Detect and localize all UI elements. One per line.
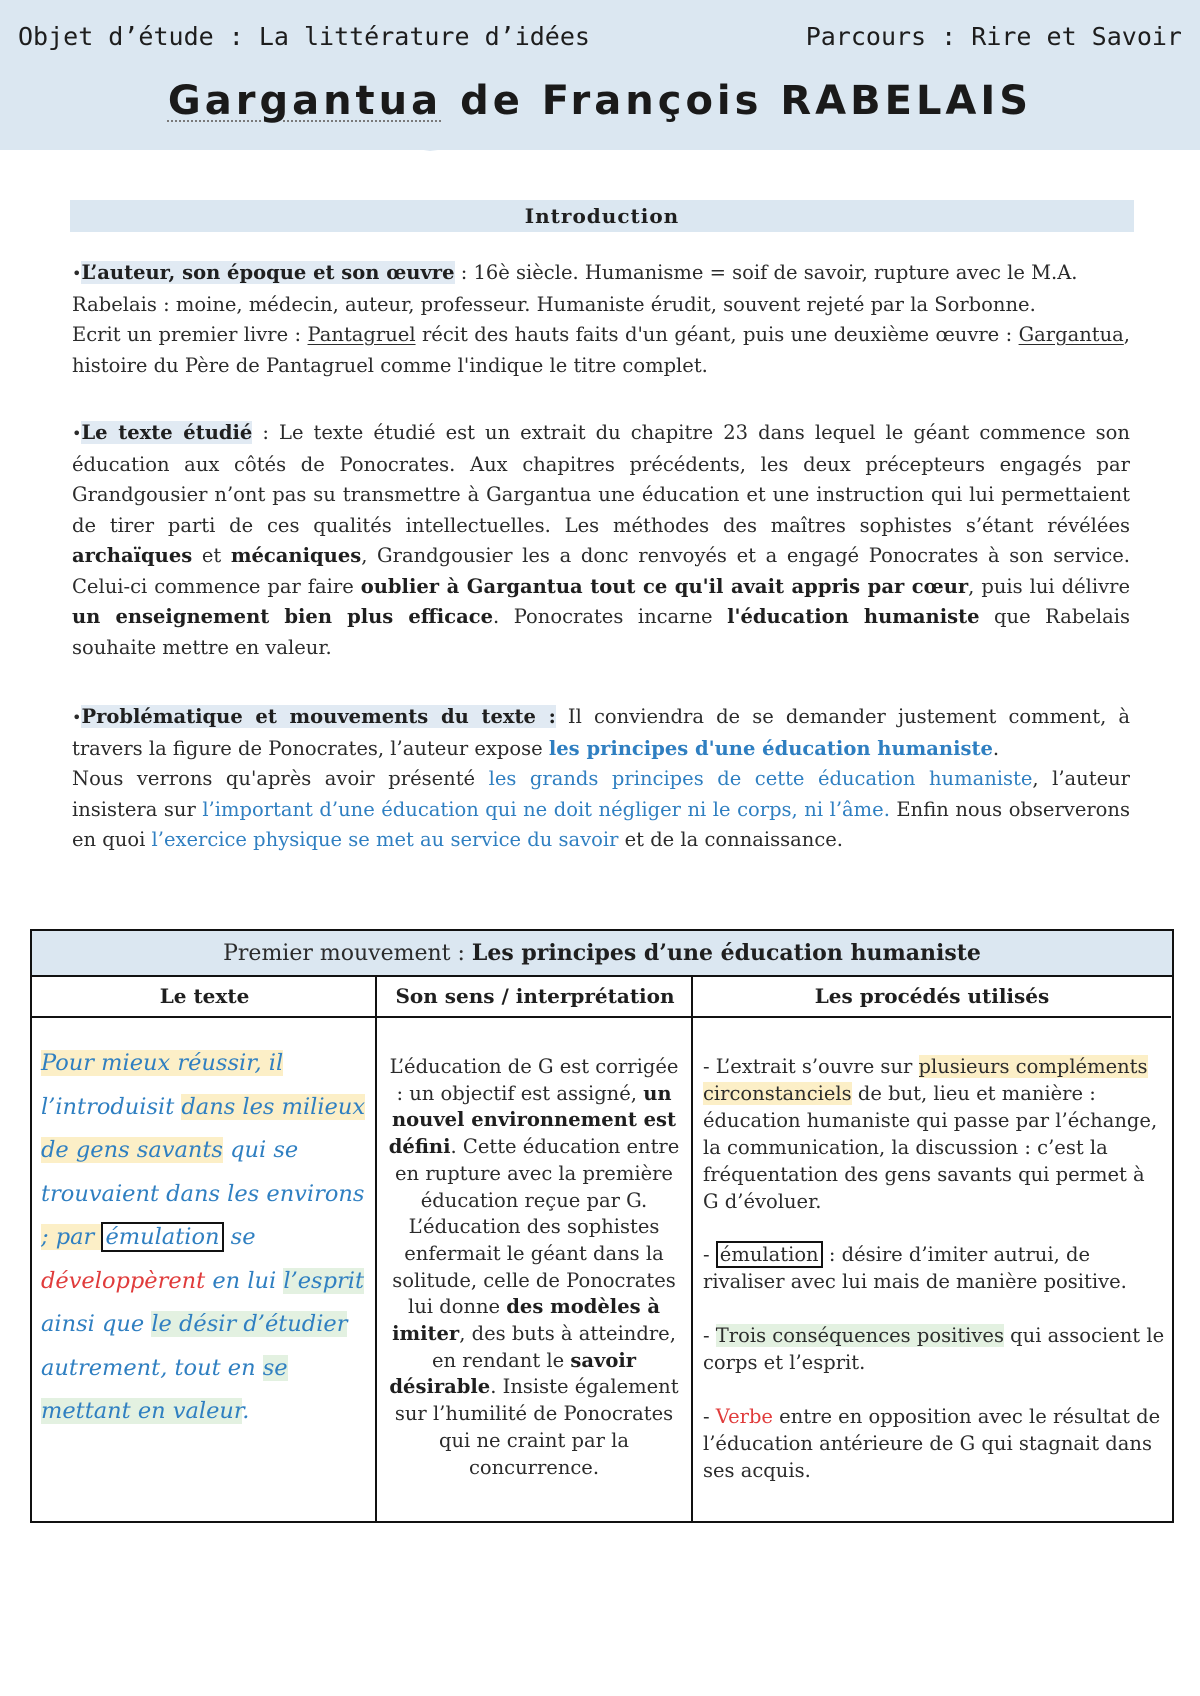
devices-cell xyxy=(693,1018,1173,1512)
page-title xyxy=(0,78,1200,124)
device-item: - Verbe entre en opposition avec le résultat de l’éducation antérieure de G qui stagnait dans ses acquis. xyxy=(703,1405,1161,1482)
boxed-word-emulation: émulation xyxy=(101,1222,223,1252)
study-path: Parcours : Rire et Savoir xyxy=(805,22,1182,51)
bullet: • xyxy=(72,264,82,283)
book-gargantua: Gargantua xyxy=(1018,323,1124,346)
banner-torn-edge xyxy=(0,126,1200,166)
author-line: •L’auteur, son époque et son œuvre : 16è siècle. Humanisme = soif de savoir, rupture avec le M.A. xyxy=(72,261,1078,284)
highlight-verb: développèrent xyxy=(41,1267,206,1294)
meaning-cell: L’éducation de G est corrigée : un objectif est assigné, un nouvel environnement est défini. Cette éducation entre en rupture avec la première éducation reçue par G. L’éducation des sophistes enfermait le géant dans la solitude, celle de Ponocrates lui donne des modèles à imiter, des buts à atteindre, en rendant le savoir désirable. Insiste également sur l’humilité de Ponocrates qui ne craint par la concurrence. xyxy=(388,1055,680,1479)
device-item: - émulation : désire d’imiter autrui, de rivaliser avec lui mais de manière positive. xyxy=(703,1243,1127,1294)
text-label: Le texte étudié xyxy=(81,421,253,444)
author-label: L’auteur, son époque et son œuvre xyxy=(81,261,455,284)
author-works: Ecrit un premier livre : Pantagruel récit des hauts faits d'un géant, puis une deuxième œuvre : Gargantua, histoire du Père de Pantagruel comme l'indique le titre complet. xyxy=(72,323,1130,377)
movement-2: l’important d’une éducation qui ne doit négliger ni le corps, ni l’âme. xyxy=(202,797,890,821)
author-bio: Rabelais : moine, médecin, auteur, professeur. Humaniste érudit, souvent rejeté par la Sorbonne. xyxy=(72,292,1036,316)
title-work: Gargantua xyxy=(167,78,443,124)
book-pantagruel: Pantagruel xyxy=(307,323,416,346)
column-header-devices: Les procédés utilisés xyxy=(693,977,1171,1018)
study-object: Objet d’étude : La littérature d’idées xyxy=(18,22,590,51)
quote-cell xyxy=(32,1018,375,1434)
intro-text-paragraph: •Le texte étudié : Le texte étudié est un extrait du chapitre 23 dans lequel le géant commence son éducation aux côtés de Ponocrates. Aux chapitres précédents, les deux précepteurs engagés par Grandgousier n’ont pas su transmettre à Gargantua une éducation et une instruction qui lui permettaient de tirer parti de ces qualités intellectuelles. Les méthodes des maîtres sophistes s’étant révélées archaïques et mécaniques, Grandgousier les a donc renvoyés et a engagé Ponocrates à son service. Celui-ci commence par faire oublier à Gargantua tout ce qu'il avait appris par cœur, puis lui délivre un enseignement bien plus efficace. Ponocrates incarne l'éducation humaniste que Rabelais souhaite mettre en valeur. xyxy=(72,421,1131,659)
movement-1: les grands principes de cette éducation humaniste xyxy=(488,767,1033,790)
column-header-meaning: Son sens / interprétation xyxy=(377,977,693,1018)
intro-author-paragraph xyxy=(72,258,1130,381)
analysis-table xyxy=(30,929,1174,1523)
bullet: • xyxy=(72,708,82,727)
intro-problem-paragraph: •Problématique et mouvements du texte : Il conviendra de se demander justement comment, à travers la figure de Ponocrates, l’auteur expose les principes d'une éducation humaniste. Nous verrons qu'après avoir présenté les grands principes de cette éducation humaniste, l’auteur insistera sur l’important d’une éducation qui ne doit négliger ni le corps, ni l’âme. Enfin nous observerons en quoi l’exercice physique se met au service du savoir et de la connaissance. xyxy=(72,705,1130,851)
problem-label: Problématique et mouvements du texte : xyxy=(81,705,556,728)
movement-3: l’exercice physique se met au service du savoir xyxy=(151,828,619,851)
bullet: • xyxy=(72,424,82,443)
device-item: - Trois conséquences positives qui associent le corps et l’esprit. xyxy=(703,1324,1165,1375)
column-header-text: Le texte xyxy=(32,977,377,1018)
text-quote: Pour mieux réussir, il l’introduisit dans les milieux de gens savants qui se trouvaient dans les environs ; par émulation se développèrent en lui l’esprit ainsi que le désir d’étudier autrement, tout en se mettant en valeur. xyxy=(41,1050,366,1424)
intro-heading: Introduction xyxy=(70,200,1134,232)
table-title: Premier mouvement : Les principes d’une éducation humaniste xyxy=(32,931,1172,977)
main-question: les principes d'une éducation humaniste xyxy=(548,736,993,760)
device-item: - L’extrait s’ouvre sur plusieurs compléments circonstanciels de but, lieu et manière : éducation humaniste qui passe par l’échange, la communication, la discussion : c’est la fréquentation des gens savants qui permet à G d’évoluer. xyxy=(703,1055,1158,1213)
title-author: de François RABELAIS xyxy=(442,78,1033,124)
